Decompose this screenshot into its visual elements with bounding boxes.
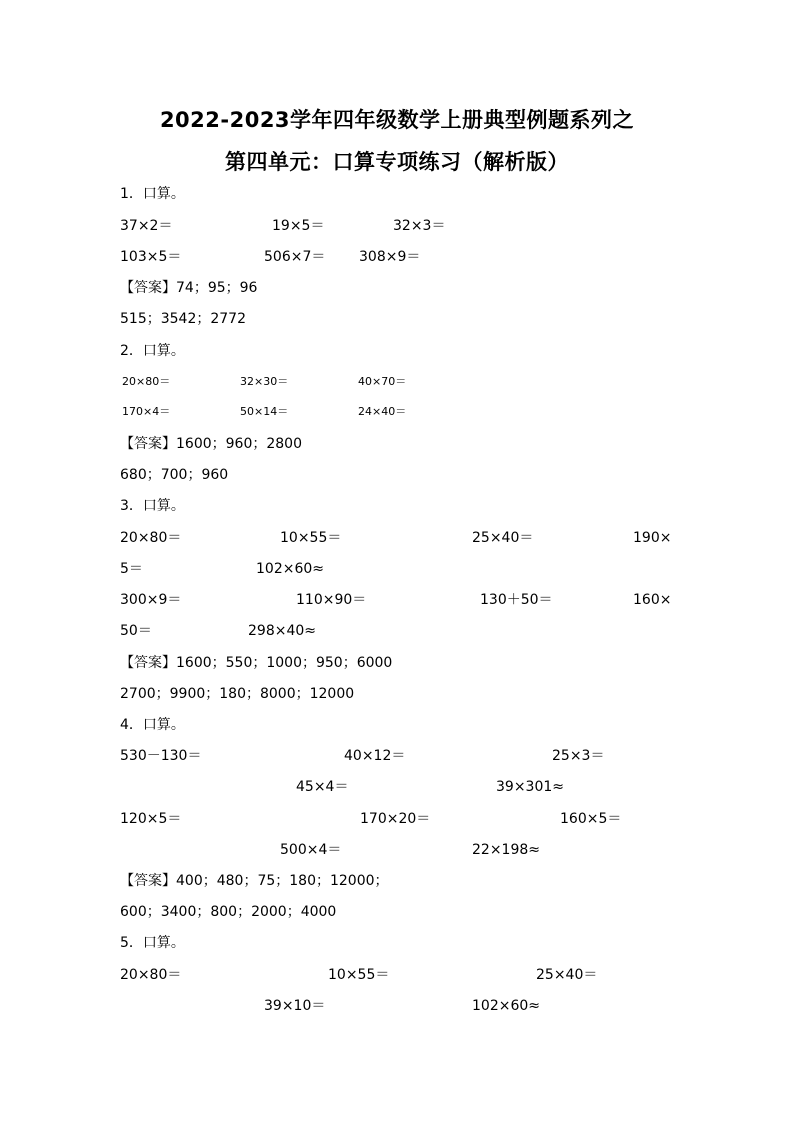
- q3-item: 25×40＝: [472, 530, 534, 546]
- q2-item: 40×70＝: [358, 375, 407, 388]
- q2-item: 170×4＝: [122, 405, 171, 418]
- q1-item: 19×5＝: [272, 218, 325, 234]
- q1-answer-continued: 515；3542；2772: [120, 311, 246, 327]
- q4-item: 25×3＝: [552, 748, 605, 764]
- question-2-heading: 2．口算。: [120, 343, 185, 359]
- q5-item: 39×10＝: [264, 998, 326, 1014]
- q4-item: 170×20＝: [360, 811, 431, 827]
- q3-item: 110×90＝: [296, 592, 367, 608]
- q3-answer-continued: 2700；9900；180；8000；12000: [120, 686, 355, 702]
- q3-item: 102×60≈: [256, 561, 324, 577]
- q3-item: 160×: [633, 592, 672, 608]
- q4-item: 500×4＝: [280, 842, 342, 858]
- question-3-heading: 3．口算。: [120, 498, 185, 514]
- q4-item: 22×198≈: [472, 842, 540, 858]
- q2-answer: 【答案】1600；960；2800: [120, 436, 302, 452]
- q5-item: 25×40＝: [536, 967, 598, 983]
- q4-item: 160×5＝: [560, 811, 622, 827]
- q2-answer-continued: 680；700；960: [120, 467, 229, 483]
- document-title: 2022-2023学年四年级数学上册典型例题系列之: [159, 108, 635, 132]
- q3-item: 130＋50＝: [480, 592, 553, 608]
- q2-item: 24×40＝: [358, 405, 407, 418]
- q4-item: 120×5＝: [120, 811, 182, 827]
- q2-item: 32×30＝: [240, 375, 289, 388]
- q5-item: 20×80＝: [120, 967, 182, 983]
- q1-answer: 【答案】74；95；96: [120, 280, 258, 296]
- q4-item: 40×12＝: [344, 748, 406, 764]
- q4-answer: 【答案】400；480；75；180；12000；: [120, 873, 389, 889]
- q1-item: 308×9＝: [359, 249, 421, 265]
- q3-item: 10×55＝: [280, 530, 342, 546]
- q3-item: 20×80＝: [120, 530, 182, 546]
- q2-item: 50×14＝: [240, 405, 289, 418]
- q3-item: 5＝: [120, 561, 143, 577]
- q5-item: 102×60≈: [472, 998, 540, 1014]
- q3-item: 190×: [633, 530, 672, 546]
- q4-answer-continued: 600；3400；800；2000；4000: [120, 904, 337, 920]
- question-5-heading: 5．口算。: [120, 935, 185, 951]
- q3-answer: 【答案】1600；550；1000；950；6000: [120, 655, 393, 671]
- document-subtitle: 第四单元：口算专项练习（解析版）: [225, 150, 569, 174]
- question-1-heading: 1．口算。: [120, 186, 185, 202]
- question-4-heading: 4．口算。: [120, 717, 185, 733]
- q1-item: 103×5＝: [120, 249, 182, 265]
- q3-item: 300×9＝: [120, 592, 182, 608]
- q1-item: 506×7＝: [264, 249, 326, 265]
- q4-item: 39×301≈: [496, 779, 564, 795]
- q4-item: 530－130＝: [120, 748, 202, 764]
- q1-item: 32×3＝: [393, 218, 446, 234]
- q2-item: 20×80＝: [122, 375, 171, 388]
- q4-item: 45×4＝: [296, 779, 349, 795]
- q3-item: 50＝: [120, 623, 152, 639]
- q1-item: 37×2＝: [120, 218, 173, 234]
- q3-item: 298×40≈: [248, 623, 316, 639]
- q5-item: 10×55＝: [328, 967, 390, 983]
